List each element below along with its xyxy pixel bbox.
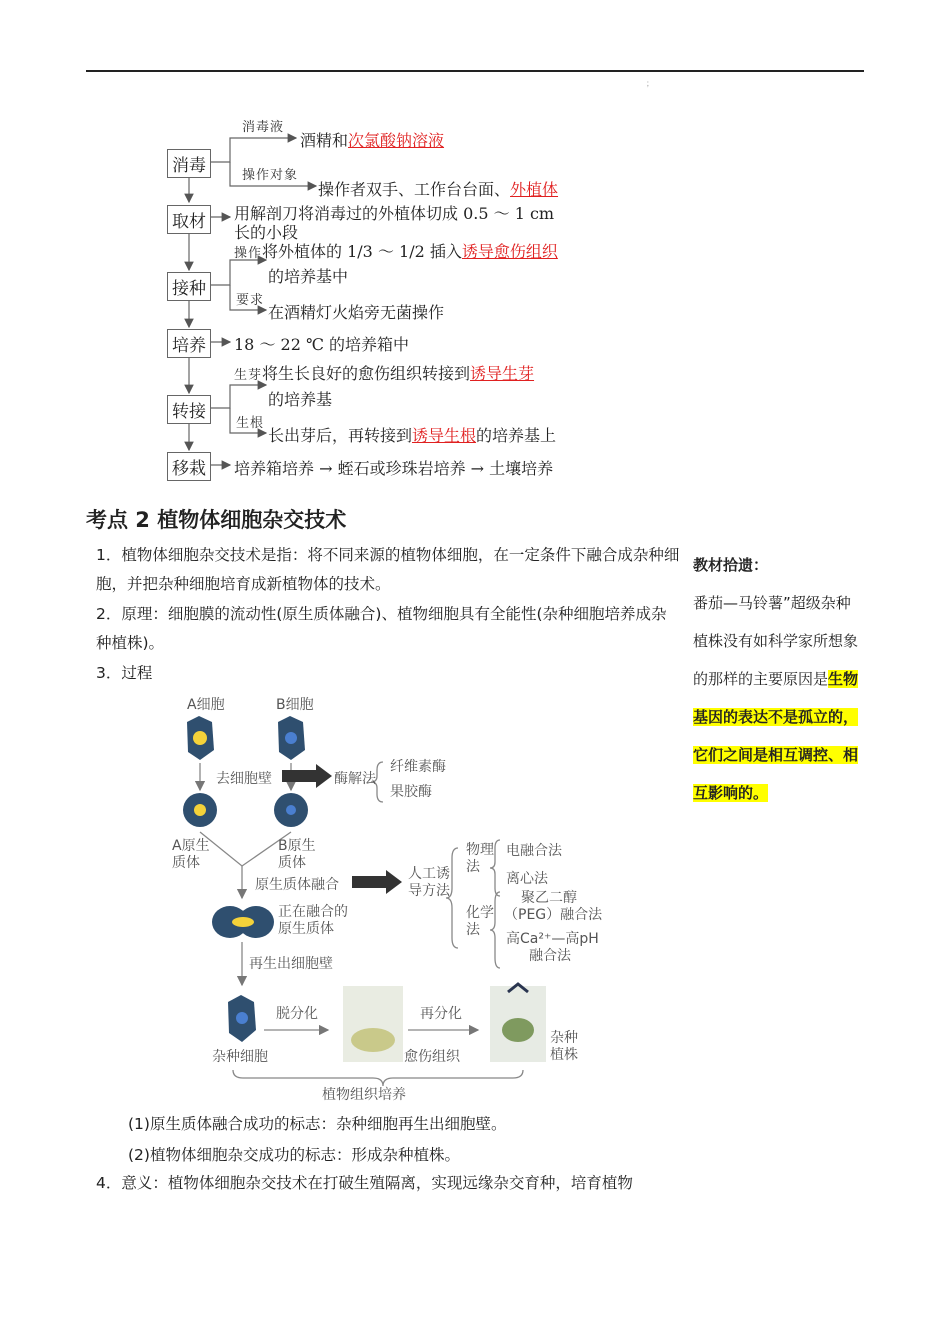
centrifuge-label: 离心法	[506, 871, 548, 887]
cellulase-label: 纤维素酶	[390, 759, 446, 775]
note-hybridization-success: (2)植物体细胞杂交成功的标志：形成杂种植株。	[128, 1146, 460, 1164]
enzyme-label: 酶解法	[334, 771, 376, 787]
bud-line: 生芽将生长良好的愈伤组织转接到诱导生芽	[234, 364, 535, 383]
target-text: 操作者双手、工作台台面、外植体	[318, 180, 559, 199]
requirement-text: 在酒精灯火焰旁无菌操作	[268, 303, 445, 322]
inoculate-op-line2: 的培养基中	[268, 267, 349, 286]
calcium-line2: 融合法	[529, 948, 571, 964]
step-disinfect: 消毒	[167, 149, 211, 178]
fusing-protoplast-right	[238, 906, 274, 938]
paragraph-significance: 4．意义：植物体细胞杂交技术在打破生殖隔离，实现远缘杂交育种，培育植物	[96, 1174, 633, 1192]
step-inoculate: 接种	[167, 272, 211, 301]
step-culture: 培养	[167, 329, 211, 358]
bud-line2: 的培养基	[268, 390, 333, 409]
step-transplant: 移栽	[167, 452, 211, 481]
redifferentiation-label: 再分化	[420, 1006, 462, 1022]
peg-line2: （PEG）融合法	[504, 907, 603, 923]
section-title: 考点 2 植物体细胞杂交技术	[86, 508, 347, 532]
a-protoplast-label: A原生质体	[172, 838, 210, 871]
paragraph-definition: 1．植物体细胞杂交技术是指：将不同来源的植物体细胞，在一定条件下融合成杂种细胞，并把杂种细胞培育成新植物体的技术。	[96, 546, 680, 593]
thick-arrow-enzyme	[282, 764, 332, 788]
root-line: 长出芽后，再转接到诱导生根的培养基上	[268, 426, 557, 445]
note-fusion-success: (1)原生质体融合成功的标志：杂种细胞再生出细胞壁。	[128, 1115, 507, 1133]
dedifferentiation-label: 脱分化	[276, 1006, 318, 1022]
hybrid-plant-label: 杂种植株	[550, 1030, 578, 1063]
b-cell-label: B细胞	[276, 697, 314, 713]
thick-arrow-fusion	[352, 870, 402, 894]
step-transfer: 转接	[167, 395, 211, 424]
electro-label: 电融合法	[506, 843, 562, 859]
a-protoplast	[183, 793, 217, 827]
callus-photo	[343, 986, 403, 1062]
regen-wall-label: 再生出细胞壁	[249, 956, 333, 972]
callus-label: 愈伤组织	[404, 1049, 460, 1065]
b-cell-shape	[278, 716, 305, 760]
remove-wall-label: 去细胞壁	[216, 771, 272, 787]
tissue-culture-flowchart	[0, 0, 950, 500]
culture-text: 18 ～ 22 ℃ 的培养箱中	[234, 335, 409, 354]
header-mark: ；	[646, 79, 654, 88]
b-protoplast	[274, 793, 308, 827]
a-cell-nucleus	[193, 731, 207, 745]
b-cell-nucleus	[285, 732, 297, 744]
paragraph-process: 3．过程	[96, 664, 153, 682]
requirement-label: 要求	[236, 293, 265, 308]
sidebar-note	[693, 546, 863, 812]
fusing-label: 正在融合的原生质体	[278, 904, 348, 937]
disinfectant-text: 酒精和次氯酸钠溶液	[300, 131, 445, 150]
chemical-label: 化学法	[466, 905, 494, 938]
sample-line1: 用解剖刀将消毒过的外植体切成 0.5 ～ 1 cm	[234, 204, 555, 223]
b-protoplast-label: B原生质体	[278, 838, 316, 871]
step-sample: 取材	[167, 205, 211, 234]
peg-line1: 聚乙二醇	[521, 890, 577, 906]
inoculate-op: 操作将外植体的 1/3 ～ 1/2 插入诱导愈伤组织	[234, 242, 558, 261]
target-label: 操作对象	[242, 168, 299, 183]
fusion-label: 原生质体融合	[255, 877, 339, 893]
calcium-line1: 高Ca²⁺—高pH	[506, 931, 599, 947]
tissue-culture-label: 植物组织培养	[322, 1087, 406, 1103]
a-cell-label: A细胞	[187, 697, 225, 713]
sidebar-text: 番茄—马铃薯”超级杂种植株没有如科学家所想象的那样的主要原因是生物基因的表达不是孤立的，它们之间是相互调控、相互影响的。	[693, 594, 859, 802]
sample-line2: 长的小段	[234, 223, 299, 242]
fusing-protoplast-left	[212, 906, 248, 938]
physical-label: 物理法	[466, 842, 494, 875]
disinfectant-label: 消毒液	[242, 120, 285, 135]
transplant-text: 培养箱培养 → 蛭石或珍珠岩培养 → 土壤培养	[234, 459, 554, 478]
sidebar-title: 教材拾遗：	[693, 556, 769, 574]
pectinase-label: 果胶酶	[390, 784, 432, 800]
hybrid-cell-label: 杂种细胞	[212, 1049, 268, 1065]
root-label: 生根	[236, 416, 265, 431]
artificial-label: 人工诱导方法	[408, 866, 450, 899]
plant-photo	[490, 986, 546, 1062]
hybrid-cell-shape	[228, 995, 256, 1042]
a-cell-shape	[187, 716, 214, 760]
paragraph-principle: 2．原理：细胞膜的流动性(原生质体融合)、植物细胞具有全能性(杂种细胞培养成杂种植株)。	[96, 605, 667, 652]
